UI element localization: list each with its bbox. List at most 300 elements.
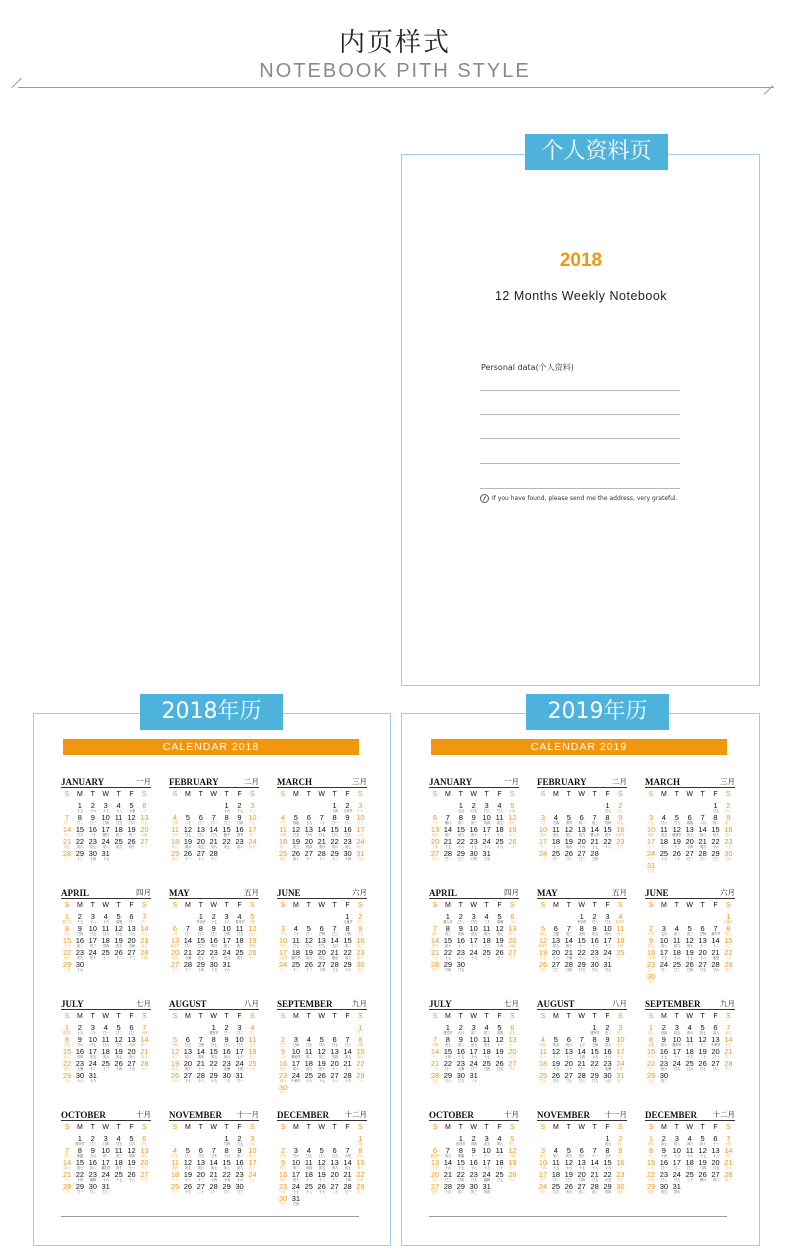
weekday-label: T [592,791,597,798]
month-block [169,1110,259,1210]
lunar-date: 十八 [331,1079,338,1083]
lunar-date: 初五 [660,833,667,837]
day-number: 26 [304,960,313,969]
lunar-date: 十五 [331,968,338,972]
month-block [537,777,627,877]
lunar-date: 十八 [604,845,611,849]
day-number: 2 [458,912,463,921]
day-number: 26 [183,849,193,858]
day-number: 14 [430,1047,440,1056]
day-number: 10 [278,936,288,945]
day-number: 27 [304,849,313,858]
lunar-date: 二十 [89,1031,96,1035]
day-number: 2 [77,1023,82,1032]
lunar-date: 十一 [128,1166,135,1170]
lunar-date: 初三 [318,1055,325,1059]
day-cell [429,1072,441,1084]
lunar-date: 廿七 [318,833,325,837]
day-number: 5 [510,801,515,810]
personal-data-line[interactable] [480,488,680,489]
personal-data-line[interactable] [480,390,680,391]
weekday-label: W [318,1124,325,1131]
lunar-date: 初七 [496,932,503,936]
lunar-date: 二十 [509,845,516,849]
day-cell [429,1183,441,1195]
day-cell [481,850,493,862]
lunar-date: 初四 [578,932,585,936]
day-number: 24 [646,849,656,858]
day-number: 10 [659,936,669,945]
day-number: 29 [603,1182,612,1191]
day-number: 29 [646,1071,656,1080]
month-name: JULY [61,999,84,1009]
lunar-date: 十七 [483,1055,490,1059]
day-number: 23 [469,1170,478,1179]
lunar-date: 初二 [141,1043,148,1047]
lunar-date: 廿八 [305,944,312,948]
lunar-date: 廿二 [565,857,572,861]
lunar-date: 十九 [660,857,667,861]
lunar-date: 十五 [444,845,451,849]
day-number: 28 [724,1170,733,1179]
weekday-label: S [432,902,438,909]
day-number: 15 [330,825,339,834]
lunar-date: 大寒 [141,833,148,837]
lunar-date: 廿五 [115,1142,122,1146]
day-number: 29 [456,1182,465,1191]
day-cell [614,1183,626,1195]
day-number: 5 [700,1134,705,1143]
day-number: 18 [495,825,504,834]
lunar-date: 初七 [617,932,624,936]
lunar-date: 初七 [115,1055,122,1059]
weekday-label: W [470,902,477,909]
weekday-label: S [250,1013,255,1020]
day-cell [602,838,614,850]
day-number: 16 [659,1158,669,1167]
weekday-label: M [660,1013,667,1020]
lunar-date: 初五 [197,845,204,849]
day-number: 8 [332,813,337,822]
lunar-date: 廿一 [210,1190,217,1194]
day-cell [354,1072,366,1084]
day-number: 4 [116,801,121,810]
personal-data-line[interactable] [480,414,680,415]
lunar-date: 清明 [496,920,503,924]
day-number: 7 [700,813,705,822]
lunar-date: 初二 [223,944,230,948]
lunar-date: 十九 [496,845,503,849]
day-number: 24 [248,1170,257,1179]
day-number: 19 [304,948,313,957]
weekday-label: S [250,1124,255,1131]
day-number: 25 [659,849,669,858]
lunar-date: 初二 [470,1031,477,1035]
lunar-date: 廿一 [617,956,624,960]
day-cell [87,1183,99,1195]
day-cell [671,850,683,862]
lunar-date: 初七 [686,833,693,837]
lunar-date: 廿二 [236,1031,243,1035]
day-number: 28 [443,1182,453,1191]
lunar-date: 廿七 [617,1178,624,1182]
lunar-date: 大寒 [431,845,439,849]
lunar-date: 初十 [184,1067,191,1071]
lunar-date: 初五 [591,932,598,936]
day-number: 13 [711,1035,720,1044]
lunar-date: 十二 [89,1067,96,1071]
lunar-date: 初二 [344,944,351,948]
day-number: 27 [140,1170,149,1179]
day-number: 9 [618,1146,623,1155]
day-cell [645,973,657,985]
day-cell [126,1060,138,1072]
day-cell [342,1183,354,1195]
month-chinese-name: 二月 [612,777,627,786]
lunar-date: 中秋节 [710,1043,721,1047]
day-number: 16 [88,1158,97,1167]
day-number: 27 [577,1182,586,1191]
day-number: 9 [237,1146,242,1155]
day-number: 17 [101,1158,110,1167]
lunar-date: 初九 [686,1142,693,1146]
lunar-date: 十七 [318,1079,325,1083]
lunar-date: 廿八 [660,1178,667,1182]
lunar-date: 初六 [565,1043,572,1047]
personal-data-label: Personal data(个人资料) [481,363,574,372]
day-number: 23 [343,837,352,846]
day-number: 9 [471,813,476,822]
lunar-date: 十六 [604,1055,611,1059]
day-number: 19 [672,837,681,846]
lunar-date: 廿七 [305,1154,312,1158]
day-number: 5 [700,1023,705,1032]
lunar-date: 廿四 [591,857,598,861]
day-cell [576,961,588,973]
day-cell [329,1072,341,1084]
lunar-date: 六月 [457,1031,464,1035]
lunar-date: 十七 [236,809,243,813]
day-number: 21 [430,948,440,957]
day-number: 29 [577,960,586,969]
lunar-date: 初六 [331,845,338,849]
day-number: 20 [577,837,586,846]
lunar-date: 廿一 [63,821,71,825]
personal-data-line[interactable] [480,463,680,464]
weekday-label: T [306,902,311,909]
lunar-date: 初五 [141,1154,148,1158]
month-block [169,777,259,877]
lunar-date: 初三 [249,1154,256,1158]
lunar-date: 初九 [565,1154,572,1158]
lunar-date: 立夏 [552,932,559,936]
weekday-label: S [280,902,286,909]
weekday-label: S [142,1124,147,1131]
lunar-date: 十七 [457,1166,464,1170]
lunar-date: 初七 [539,1154,547,1158]
day-number: 24 [603,948,612,957]
weekday-label: W [102,1124,109,1131]
day-number: 14 [577,1047,586,1056]
lunar-date: 十七 [184,1079,191,1083]
day-cell [87,850,99,862]
day-number: 31 [482,849,491,858]
lunar-date: 立冬 [604,1154,611,1158]
day-number: 15 [590,1047,599,1056]
lunar-date: 小暑 [141,1031,148,1035]
lunar-date: 初七 [552,833,559,837]
lunar-date: 廿二 [89,1190,96,1194]
day-number: 18 [101,936,110,945]
day-number: 19 [127,825,136,834]
weekday-label: T [90,1013,95,1020]
lunar-date: 廿一 [76,1190,83,1194]
day-number: 16 [469,825,478,834]
lunar-date: 初六 [76,845,83,849]
day-number: 19 [127,1158,136,1167]
day-number: 7 [432,924,438,933]
lunar-date: 初二 [431,932,439,936]
day-number: 3 [605,912,610,921]
month-chinese-name: 六月 [720,888,735,897]
month-name: DECEMBER [645,1110,698,1120]
day-number: 16 [603,1047,612,1056]
lunar-date: 初三 [470,1190,477,1194]
lunar-date: 十三 [197,1178,204,1182]
day-number: 13 [430,1158,440,1167]
day-number: 8 [358,1035,363,1044]
lunar-date: 初二 [457,821,464,825]
lunar-date: 廿九 [673,1178,680,1182]
day-number: 2 [458,1023,463,1032]
lunar-date: 廿五 [673,1067,680,1071]
lunar-date: 初六 [102,1055,109,1059]
lunar-date: 廿三 [89,1142,96,1146]
lunar-date: 初十 [292,857,299,861]
day-number: 29 [75,1182,85,1191]
day-cell [277,961,289,973]
month-name: OCTOBER [61,1110,106,1120]
lunar-date: 十八 [197,1079,204,1083]
day-number: 9 [605,1035,610,1044]
lunar-date: 十四 [210,1178,217,1182]
lunar-date: 廿四 [344,932,351,936]
day-cell [429,961,441,973]
lunar-date: 廿二 [509,956,516,960]
day-number: 25 [291,960,301,969]
weekday-label: T [116,902,121,909]
weekday-label: T [306,791,311,798]
lunar-date: 初六 [63,1166,71,1170]
day-cell [182,1072,194,1084]
day-number: 11 [482,924,491,933]
day-number: 20 [170,948,180,957]
day-number: 2 [90,1134,95,1143]
lunar-date: 初十 [686,944,693,948]
day-cell [455,961,467,973]
day-cell [221,1183,233,1195]
day-number: 4 [172,813,178,822]
month-header [169,888,259,899]
day-number: 17 [469,1047,478,1056]
day-cell [671,961,683,973]
lunar-date: 初三 [128,833,135,837]
day-number: 28 [577,1071,586,1080]
lunar-date: 十九 [604,1166,611,1170]
day-number: 27 [698,960,707,969]
day-number: 8 [77,1146,82,1155]
day-number: 11 [685,1035,694,1044]
weekday-label: S [540,791,546,798]
day-number: 24 [538,1182,548,1191]
day-number: 11 [482,1035,491,1044]
lunar-date: 白露 [647,1043,655,1047]
lunar-date: 十八 [591,1166,598,1170]
lunar-date: 十八 [496,1055,503,1059]
weekday-label: S [618,1013,623,1020]
lunar-date: 廿八 [63,1154,71,1158]
weekday-label: W [318,791,325,798]
day-number: 22 [724,948,733,957]
day-number: 26 [291,849,301,858]
lunar-date: 廿三 [279,1202,287,1206]
lunar-date: 初八 [444,833,451,837]
day-number: 12 [672,825,681,834]
lunar-date: 十一 [141,845,148,849]
lunar-date: 十四 [686,845,693,849]
lunar-date: 十五 [63,968,71,972]
day-number: 13 [304,825,313,834]
lunar-date: 十六 [102,1178,109,1182]
weekday-label: M [76,902,83,909]
lunar-date: 小满 [184,956,191,960]
day-number: 24 [356,837,365,846]
lunar-date: 初九 [604,1043,611,1047]
lunar-date: 初二 [712,821,719,825]
weekday-label: T [566,1124,571,1131]
lunar-date: 廿一 [686,857,693,861]
lunar-date: 廿六 [712,968,719,972]
day-number: 29 [356,1182,365,1191]
lunar-date: 初七 [344,1166,351,1170]
lunar-date: 初四 [647,833,655,837]
day-cell [195,1183,207,1195]
lunar-date: 十七 [699,1154,706,1158]
day-number: 8 [726,924,731,933]
day-number: 5 [687,924,692,933]
day-number: 13 [183,1047,193,1056]
lunar-date: 十七 [63,1079,71,1083]
lunar-date: 十三 [210,857,217,861]
day-number: 18 [495,1158,504,1167]
weekday-label: T [332,1124,337,1131]
lunar-date: 初三 [444,932,451,936]
lunar-date: 廿七 [431,1079,439,1083]
lunar-date: 廿八 [444,1079,451,1083]
lunar-date: 廿七 [699,1067,706,1071]
weekday-label: M [292,1013,299,1020]
lunar-date: 十二 [686,1043,693,1047]
lunar-date: 五月 [331,944,338,948]
day-number: 9 [237,813,242,822]
lunar-date: 廿一 [279,1091,287,1095]
lunar-date: 十八 [223,920,230,924]
day-number: 16 [469,1158,478,1167]
month-name: JANUARY [61,777,105,787]
day-number: 29 [196,960,205,969]
day-number: 11 [114,813,123,822]
lunar-date: 十三 [483,944,490,948]
lunar-date: 初十 [249,1166,256,1170]
day-number: 30 [659,1182,669,1191]
lunar-date: 初五 [552,1043,559,1047]
lunar-date: 廿二 [660,968,667,972]
day-number: 3 [90,912,95,921]
day-number: 31 [101,1182,110,1191]
day-cell [468,1072,480,1084]
day-number: 9 [648,936,654,945]
weekday-label: S [432,1013,438,1020]
day-number: 9 [280,1158,286,1167]
lunar-date: 立春 [552,821,559,825]
day-number: 23 [235,1170,244,1179]
lunar-date: 十七 [444,956,451,960]
lunar-date: 秋分 [660,1067,667,1071]
day-number: 6 [553,924,558,933]
day-number: 13 [140,1146,149,1155]
lunar-date: 廿九 [470,920,477,924]
lunar-date: 初二 [712,1178,719,1182]
lunar-date: 初九 [457,833,464,837]
lunar-date: 初二 [673,932,680,936]
lunar-date: 初十 [115,1166,122,1170]
day-cell [658,961,670,973]
lunar-date: 十五 [210,968,217,972]
month-block [169,888,259,988]
day-number: 7 [592,1146,597,1155]
day-cell [329,961,341,973]
lunar-date: 建党节 [62,1031,72,1035]
lunar-date: 植树节 [672,833,682,837]
lunar-date: 初八 [210,956,217,960]
lunar-date: 初二 [279,845,287,849]
day-number: 22 [343,948,352,957]
day-cell [126,949,138,961]
weekday-label: F [237,902,242,909]
lunar-date: 十二 [318,857,325,861]
weekday-header [277,1012,367,1023]
lunar-date: 廿五 [699,968,706,972]
lunar-date: 初五 [604,1142,611,1146]
day-number: 3 [237,1023,242,1032]
lunar-date: 青年节 [615,920,625,924]
day-number: 19 [114,936,123,945]
lunar-date: 十三 [431,1055,439,1059]
day-number: 27 [430,1182,440,1191]
weekday-header [61,901,151,912]
lunar-date: 廿七 [647,821,655,825]
weekday-label: S [540,1124,546,1131]
lunar-date: 初六 [483,932,490,936]
personal-data-line[interactable] [480,438,680,439]
day-number: 26 [317,1071,326,1080]
day-number: 11 [304,1047,313,1056]
day-number: 27 [711,1059,720,1068]
day-number: 12 [304,936,313,945]
lunar-date: 廿四 [578,1178,585,1182]
day-number: 4 [237,912,242,921]
weekday-label: F [237,1124,242,1131]
